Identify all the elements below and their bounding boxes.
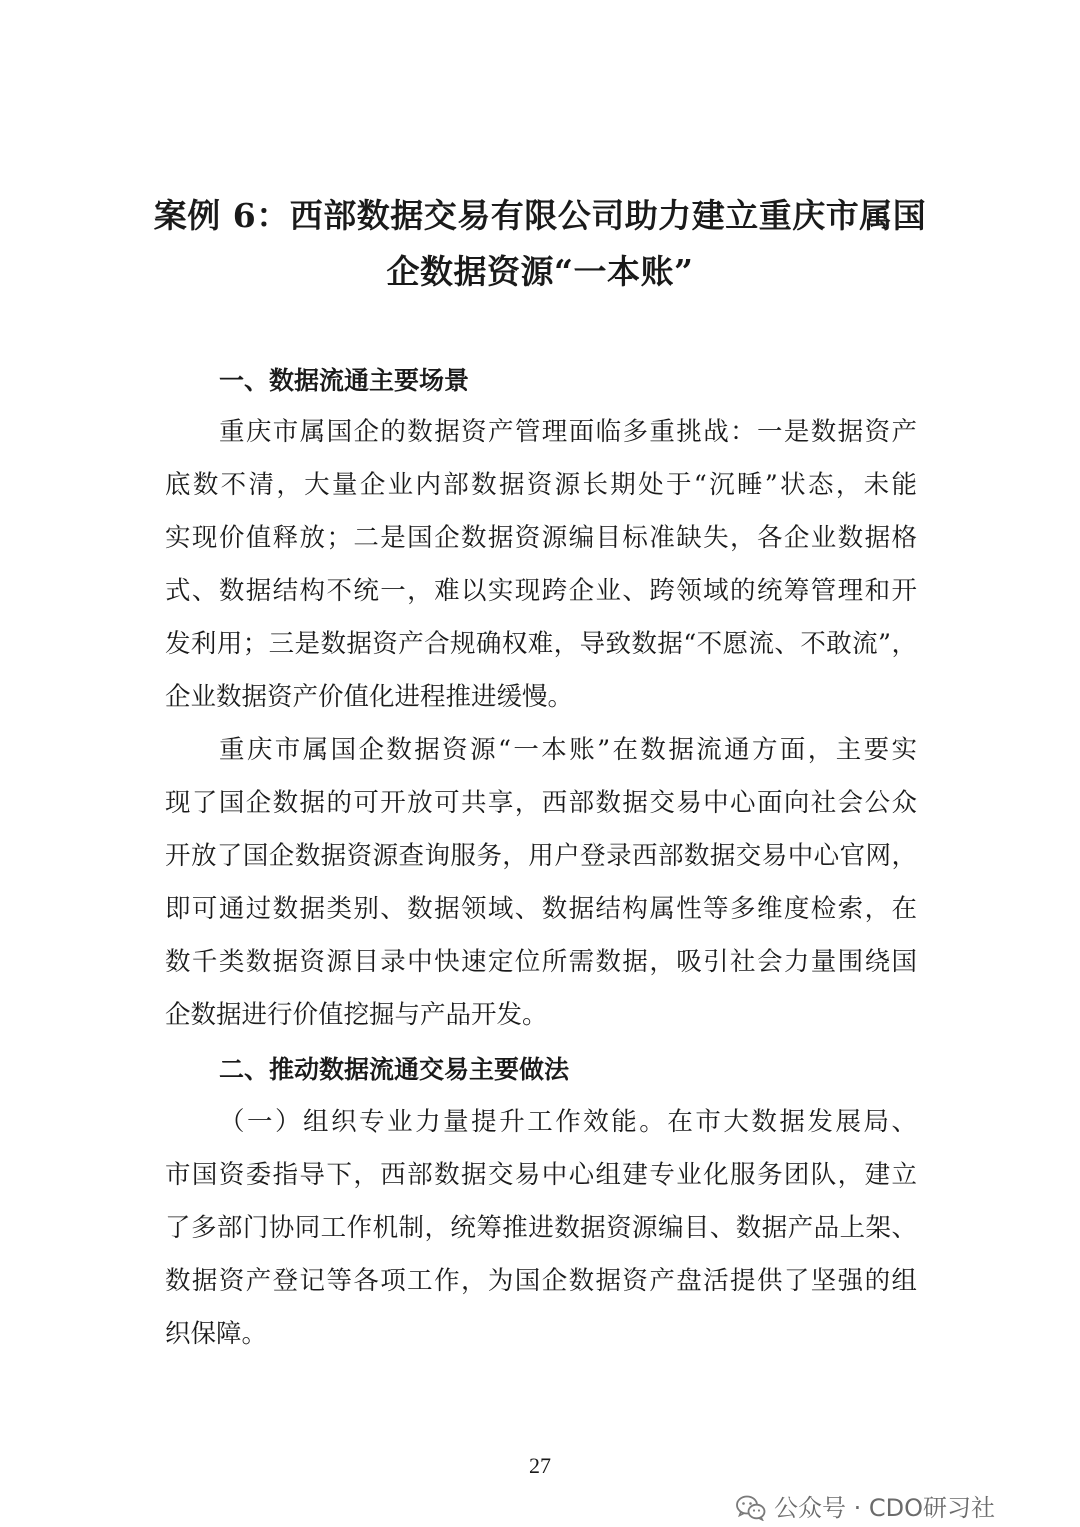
paragraph-line: 实现价值释放；二是国企数据资源编目标准缺失，各企业数据格 <box>165 523 917 553</box>
paragraph-line: 即可通过数据类别、数据领域、数据结构属性等多维度检索，在 <box>165 894 917 924</box>
section-heading-2: 二、推动数据流通交易主要做法 <box>219 1055 570 1084</box>
paragraph-line: 企数据进行价值挖掘与产品开发。 <box>165 1000 548 1030</box>
paragraph-line: 织保障。 <box>165 1319 268 1349</box>
paragraph-line: 了多部门协同工作机制，统筹推进数据资源编目、数据产品上架、 <box>165 1213 917 1243</box>
paragraph-line: 企业数据资产价值化进程推进缓慢。 <box>165 682 574 712</box>
paragraph-1 <box>165 406 917 724</box>
page-title-line-2: 企数据资源“一本账” <box>386 252 694 291</box>
paragraph-line: 底数不清，大量企业内部数据资源长期处于“沉睡”状态，未能 <box>165 470 917 500</box>
page-number: 27 <box>529 1453 551 1478</box>
paragraph-line: 数据资产登记等各项工作，为国企数据资产盘活提供了坚强的组 <box>165 1266 917 1296</box>
paragraph-line: 数千类数据资源目录中快速定位所需数据，吸引社会力量围绕国 <box>165 947 917 977</box>
wechat-icon <box>736 1495 766 1521</box>
paragraph-2 <box>165 724 917 1042</box>
paragraph-line: 市国资委指导下，西部数据交易中心组建专业化服务团队，建立 <box>165 1160 917 1190</box>
watermark <box>736 1492 995 1524</box>
paragraph-line: 发利用；三是数据资产合规确权难，导致数据“不愿流、不敢流”， <box>165 629 917 659</box>
paragraph-line: 重庆市属国企数据资源“一本账”在数据流通方面，主要实 <box>219 735 917 765</box>
paragraph-line: （一）组织专业力量提升工作效能。在市大数据发展局、 <box>219 1107 917 1137</box>
section-heading-1: 一、数据流通主要场景 <box>219 366 470 395</box>
watermark-text: 公众号 · CDO研习社 <box>774 1494 996 1522</box>
page-title <box>120 188 960 300</box>
paragraph-line: 重庆市属国企的数据资产管理面临多重挑战：一是数据资产 <box>219 417 917 447</box>
paragraph-line: 式、数据结构不统一，难以实现跨企业、跨领域的统筹管理和开 <box>165 576 917 606</box>
paragraph-line: 开放了国企数据资源查询服务，用户登录西部数据交易中心官网， <box>165 841 917 871</box>
paragraph-line: 现了国企数据的可开放可共享，西部数据交易中心面向社会公众 <box>165 788 917 818</box>
paragraph-3 <box>165 1096 917 1361</box>
page-title-line-1: 案例 6：西部数据交易有限公司助力建立重庆市属国 <box>153 196 927 235</box>
